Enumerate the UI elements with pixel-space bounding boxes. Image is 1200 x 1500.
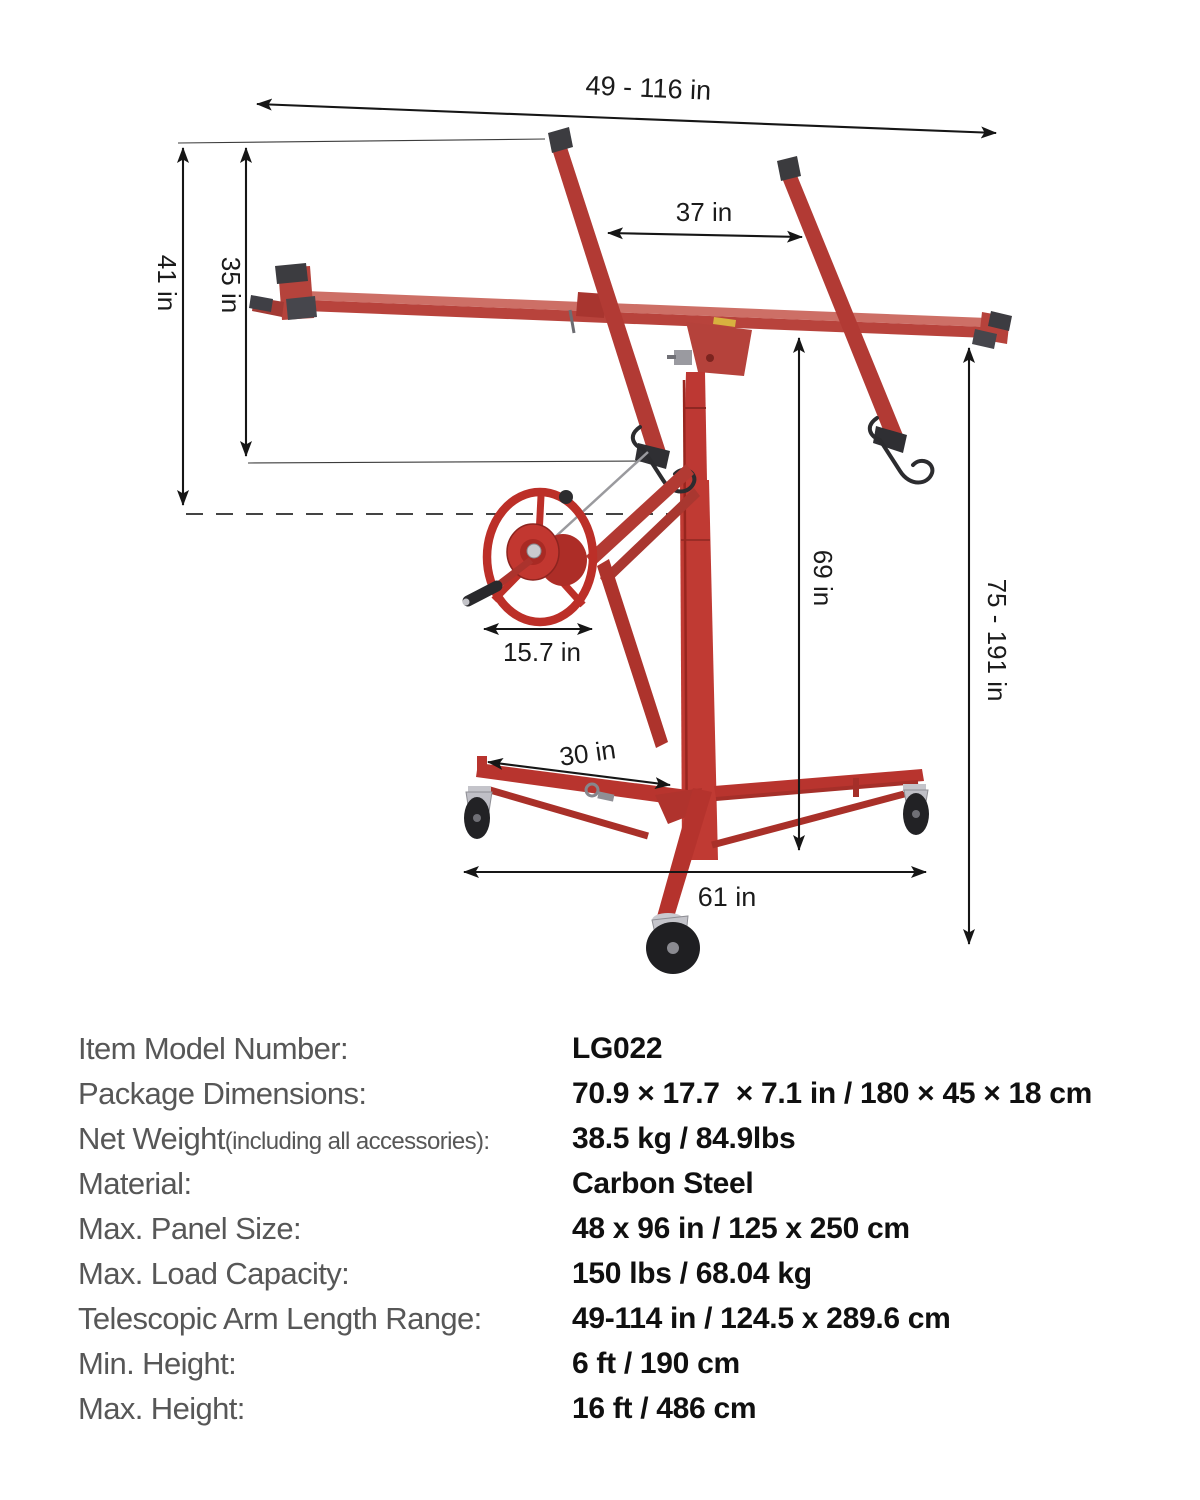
dim-label-wheel: 15.7 in <box>502 637 582 667</box>
spec-value: 6 ft / 190 cm <box>572 1346 740 1380</box>
extension-lines <box>178 139 682 514</box>
spec-row-material <box>78 1161 1158 1206</box>
dimension-height-range <box>969 348 1012 944</box>
spec-value: LG022 <box>572 1031 663 1065</box>
pivot-bracket <box>686 322 752 376</box>
spec-label: Max. Load Capacity: <box>78 1255 350 1291</box>
caster-right <box>903 784 929 835</box>
dimension-69 <box>799 338 838 850</box>
dimension-arm-gap <box>608 197 802 237</box>
spec-row-max-height <box>78 1386 1158 1431</box>
crank-handle <box>468 586 497 601</box>
mast <box>680 372 718 860</box>
spec-label: Package Dimensions: <box>78 1075 367 1111</box>
spec-value: 150 lbs / 68.04 kg <box>572 1256 812 1290</box>
spec-label: Item Model Number: <box>78 1030 349 1066</box>
spec-value: 70.9 × 17.7 × 7.1 in / 180 × 45 × 18 cm <box>572 1076 1093 1110</box>
spec-label: Material: <box>78 1165 192 1201</box>
spec-row-package-dimensions <box>78 1071 1158 1116</box>
dim-label-69: 69 in <box>808 549 838 607</box>
spec-value: 49-114 in / 124.5 x 289.6 cm <box>572 1301 951 1335</box>
spec-label: Net Weight(including all accessories): <box>78 1120 490 1156</box>
dim-label-span: 49 - 116 in <box>585 70 712 106</box>
spec-row-arm-length-range <box>78 1296 1158 1341</box>
winch-cable <box>542 452 648 549</box>
dimension-wheel <box>484 629 592 667</box>
spec-row-model <box>78 1026 1158 1071</box>
spec-value: 16 ft / 486 cm <box>572 1391 757 1425</box>
lift-illustration <box>249 127 1012 974</box>
dim-label-41: 41 in <box>152 254 182 312</box>
spec-label: Max. Panel Size: <box>78 1210 302 1246</box>
spec-row-max-panel-size <box>78 1206 1158 1251</box>
dimension-span <box>257 70 996 133</box>
dimension-41 <box>152 148 183 505</box>
dim-label-61: 61 in <box>697 882 757 912</box>
dim-label-height-range: 75 - 191 in <box>982 578 1012 702</box>
base-brace-right <box>712 793 908 845</box>
winch-brace <box>597 559 668 748</box>
dim-label-30: 30 in <box>557 734 618 772</box>
dim-label-arm-gap: 37 in <box>675 197 733 227</box>
spec-row-net-weight <box>78 1116 1158 1161</box>
wheel-knob <box>559 490 573 504</box>
spec-value: 38.5 kg / 84.9lbs <box>572 1121 796 1155</box>
spec-value: 48 x 96 in / 125 x 250 cm <box>572 1211 910 1245</box>
caster-front <box>646 913 700 974</box>
spec-label: Min. Height: <box>78 1345 237 1381</box>
spec-table <box>78 1026 1158 1431</box>
dimension-61 <box>464 872 926 912</box>
dim-label-35: 35 in <box>216 256 246 314</box>
spec-value: Carbon Steel <box>572 1166 754 1200</box>
winch <box>463 452 701 748</box>
spec-row-min-height <box>78 1341 1158 1386</box>
base-leg-left <box>476 763 688 806</box>
spec-row-max-load <box>78 1251 1158 1296</box>
spec-label: Max. Height: <box>78 1390 245 1426</box>
dimension-35 <box>216 148 246 456</box>
caster-left <box>464 786 492 839</box>
spec-label: Telescopic Arm Length Range: <box>78 1300 482 1336</box>
